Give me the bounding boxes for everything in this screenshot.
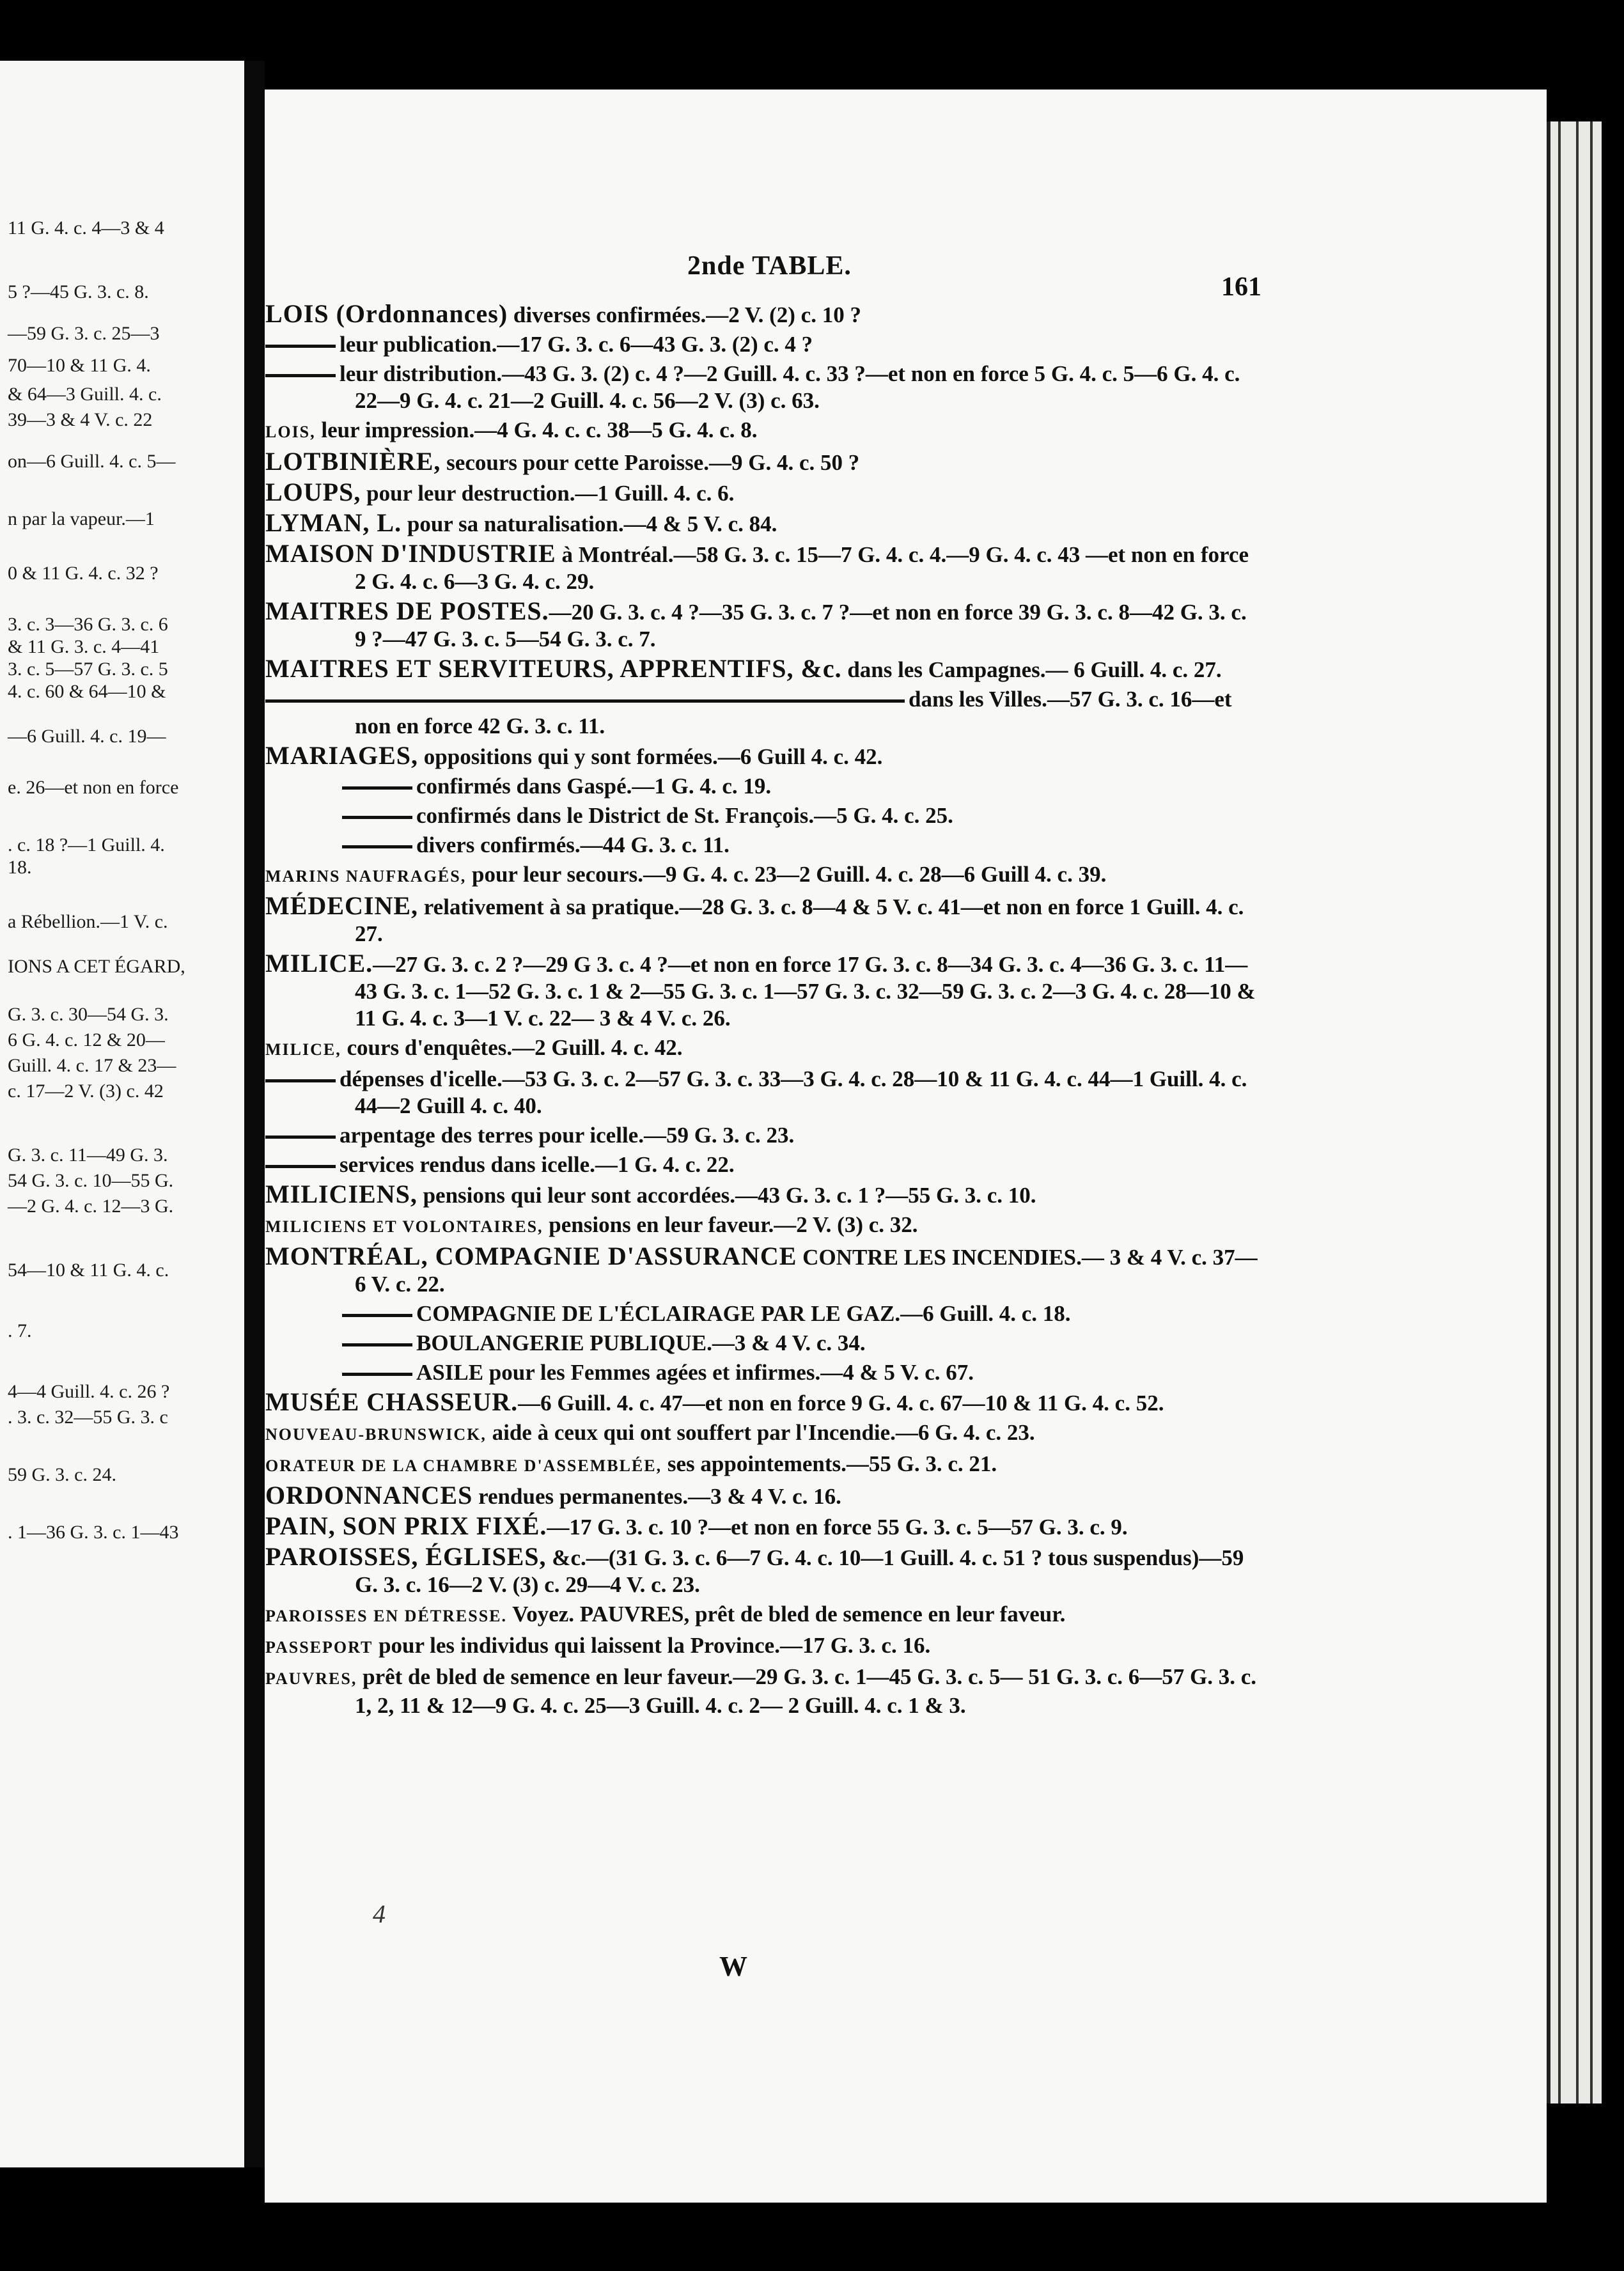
- handwritten-mark: 4: [373, 1900, 386, 1928]
- left-page-line: 4—4 Guill. 4. c. 26 ?: [8, 1381, 170, 1402]
- index-entry: [265, 1389, 1263, 1417]
- ditto-rule: [265, 1165, 336, 1168]
- ditto-rule: [265, 345, 336, 348]
- entry-text: BOULANGERIE PUBLIQUE.—3 & 4 V. c. 34.: [416, 1331, 866, 1355]
- left-page-line: . 3. c. 32—55 G. 3. c: [8, 1407, 168, 1428]
- entry-text: services rendus dans icelle.—1 G. 4. c. 22.: [340, 1152, 735, 1177]
- index-entry: [265, 1451, 1263, 1479]
- entry-headword: MARINS NAUFRAGÉS,: [265, 867, 467, 886]
- entry-text: ses appointements.—55 G. 3. c. 21.: [662, 1451, 997, 1476]
- entry-text: oppositions qui y sont formées.—6 Guill 4. c. 42.: [418, 744, 883, 769]
- left-page-line: 4. c. 60 & 64—10 &: [8, 681, 166, 702]
- entry-text: pour les individus qui laissent la Province.—17 G. 3. c. 16.: [373, 1633, 931, 1658]
- entry-text: divers confirmés.—44 G. 3. c. 11.: [416, 832, 730, 857]
- left-page-line: e. 26—et non en force: [8, 777, 179, 798]
- index-entry: [265, 1066, 1263, 1120]
- entry-text: cours d'enquêtes.—2 Guill. 4. c. 42.: [341, 1035, 683, 1060]
- ditto-rule: [265, 1079, 336, 1082]
- entry-headword: MAITRES DE POSTES.: [265, 597, 549, 625]
- left-page-line: —59 G. 3. c. 25—3: [8, 323, 160, 344]
- entry-text: —6 Guill. 4. c. 47—et non en force 9 G. 4. c. 67—10 & 11 G. 4. c. 52.: [518, 1391, 1164, 1416]
- entry-headword: MÉDECINE,: [265, 891, 419, 920]
- entry-text: confirmés dans le District de St. François.—5 G. 4. c. 25.: [416, 803, 953, 828]
- entry-text: confirmés dans Gaspé.—1 G. 4. c. 19.: [416, 774, 772, 799]
- entry-headword: MILICIENS ET VOLONTAIRES,: [265, 1217, 543, 1236]
- index-entry: [265, 1243, 1263, 1298]
- entry-headword: PAIN, SON PRIX FIXÉ.: [265, 1511, 547, 1540]
- entry-text: pour sa naturalisation.—4 & 5 V. c. 84.: [402, 511, 777, 536]
- ditto-rule: [342, 816, 412, 819]
- index-entry: [265, 773, 1263, 800]
- left-page-line: G. 3. c. 11—49 G. 3.: [8, 1144, 168, 1166]
- entry-headword: MILICIENS,: [265, 1180, 418, 1208]
- left-page-line: 18.: [8, 857, 32, 878]
- running-header: 2nde TABLE.: [687, 251, 852, 281]
- entry-headword: MAITRES ET SERVITEURS, APPRENTIFS, &c.: [265, 654, 842, 683]
- entry-headword: LYMAN, L.: [265, 508, 402, 537]
- index-entry: [265, 950, 1263, 1032]
- left-page-line: c. 17—2 V. (3) c. 42: [8, 1081, 164, 1102]
- index-entry: [265, 510, 1263, 538]
- left-page-line: —2 G. 4. c. 12—3 G.: [8, 1196, 174, 1217]
- entry-text: &c.—(31 G. 3. c. 6—7 G. 4. c. 10—1 Guill. 4. c. 51 ? tous suspendus)—59 G. 3. c. 16—2 V. (3) c. 29—4 V. c. 23.: [355, 1545, 1244, 1597]
- left-page-line: IONS A CET ÉGARD,: [8, 956, 185, 977]
- entry-headword: MUSÉE CHASSEUR.: [265, 1387, 519, 1416]
- left-page-line: 3. c. 3—36 G. 3. c. 6: [8, 614, 168, 635]
- ditto-rule: [342, 1314, 412, 1317]
- index-entry: [265, 1482, 1263, 1510]
- index-entry: [265, 1601, 1263, 1630]
- left-page-line: n par la vapeur.—1: [8, 508, 155, 529]
- ditto-rule: [342, 1373, 412, 1376]
- entry-text: ASILE pour les Femmes agées et infirmes.—4 & 5 V. c. 67.: [416, 1360, 974, 1385]
- index-entry: [265, 1122, 1263, 1149]
- index-entry: [265, 1513, 1263, 1541]
- entry-headword: NOUVEAU-BRUNSWICK,: [265, 1425, 487, 1444]
- index-entry: [265, 1419, 1263, 1448]
- index-entry: [265, 1543, 1263, 1598]
- entry-headword: LOIS,: [265, 423, 316, 441]
- left-page-line: . c. 18 ?—1 Guill. 4.: [8, 834, 165, 855]
- entry-text: rendues permanentes.—3 & 4 V. c. 16.: [472, 1484, 841, 1509]
- entry-text: secours pour cette Paroisse.—9 G. 4. c. 50 ?: [441, 450, 860, 475]
- entry-text: diverses confirmées.—2 V. (2) c. 10 ?: [508, 302, 861, 327]
- entry-text: dans les Villes.—57 G. 3. c. 16—et non en force 42 G. 3. c. 11.: [355, 687, 1232, 738]
- page-edge: [1547, 121, 1602, 2103]
- left-page-line: G. 3. c. 30—54 G. 3.: [8, 1004, 169, 1025]
- index-entry: [265, 1330, 1263, 1357]
- entry-headword: PASSEPORT: [265, 1638, 373, 1657]
- index-entry: [265, 448, 1263, 476]
- left-page-line: & 11 G. 3. c. 4—41: [8, 636, 160, 657]
- index-entry: [265, 300, 1263, 329]
- entry-headword: MILICE.: [265, 949, 373, 978]
- entry-headword: MILICE,: [265, 1040, 341, 1059]
- index-entry: [265, 361, 1263, 414]
- left-page-line: & 64—3 Guill. 4. c.: [8, 384, 162, 405]
- index-entry: [265, 686, 1263, 740]
- signature-mark: W: [719, 1951, 747, 1982]
- index-entry: [265, 598, 1263, 653]
- entry-headword: ORDONNANCES: [265, 1481, 473, 1510]
- left-page-line: 3. c. 5—57 G. 3. c. 5: [8, 659, 168, 680]
- index-entry: [265, 1632, 1263, 1661]
- index-entry: [265, 540, 1263, 595]
- entry-text: aide à ceux qui ont souffert par l'Incendie.—6 G. 4. c. 23.: [486, 1420, 1035, 1445]
- left-page-line: . 7.: [8, 1320, 32, 1341]
- entry-text: Voyez. PAUVRES, prêt de bled de semence en leur faveur.: [507, 1602, 1066, 1627]
- left-page-line: 6 G. 4. c. 12 & 20—: [8, 1029, 165, 1050]
- ditto-rule: [342, 1343, 412, 1346]
- left-page-line: 59 G. 3. c. 24.: [8, 1464, 116, 1485]
- page-number: 161: [1221, 272, 1261, 302]
- entry-text: leur publication.—17 G. 3. c. 6—43 G. 3. (2) c. 4 ?: [340, 332, 813, 357]
- index-entry: [265, 655, 1263, 683]
- index-entry: [265, 893, 1263, 948]
- index-entry: [265, 479, 1263, 507]
- entry-text: —20 G. 3. c. 4 ?—35 G. 3. c. 7 ?—et non en force 39 G. 3. c. 8—42 G. 3. c. 9 ?—47 G. 3. c. 5—54 G. 3. c. 7.: [355, 600, 1247, 652]
- entry-headword: MAISON D'INDUSTRIE: [265, 539, 556, 568]
- left-page-line: 54 G. 3. c. 10—55 G.: [8, 1170, 174, 1191]
- entry-headword: PAROISSES, ÉGLISES,: [265, 1542, 547, 1571]
- left-page-line: Guill. 4. c. 17 & 23—: [8, 1055, 176, 1076]
- index-entry: [265, 802, 1263, 829]
- index-entry: [265, 417, 1263, 446]
- entry-text: pensions qui leur sont accordées.—43 G. 3. c. 1 ?—55 G. 3. c. 10.: [417, 1183, 1036, 1208]
- index-entries: [265, 300, 1263, 1722]
- entry-text: pour leur destruction.—1 Guill. 4. c. 6.: [361, 481, 735, 506]
- index-entry: [265, 1212, 1263, 1240]
- entry-text: CONTRE LES INCENDIES.— 3 & 4 V. c. 37—6 V. c. 22.: [355, 1245, 1258, 1297]
- index-entry: [265, 861, 1263, 890]
- index-entry: [265, 331, 1263, 358]
- entry-text: à Montréal.—58 G. 3. c. 15—7 G. 4. c. 4.—9 G. 4. c. 43 —et non en force 2 G. 4. c. 6—3 G. 4. c. 29.: [355, 542, 1249, 594]
- entry-text: pensions en leur faveur.—2 V. (3) c. 32.: [543, 1212, 918, 1237]
- entry-headword: PAROISSES EN DÉTRESSE.: [265, 1607, 508, 1625]
- left-page-line: a Rébellion.—1 V. c.: [8, 911, 168, 932]
- left-page-line: 0 & 11 G. 4. c. 32 ?: [8, 563, 159, 584]
- entry-text: —27 G. 3. c. 2 ?—29 G 3. c. 4 ?—et non en force 17 G. 3. c. 8—34 G. 3. c. 4—36 G. 3. c. 11—43 G. 3. c. 1—52 G. 3. c. 1 & 2—55 G. 3. c. 1—57 G. 3. c. 32—59 G. 3. c. 2—3 G. 4. c. 28—10 & 11 G. 4. c. 3—1 V. c. 22— 3 & 4 V. c. 26.: [355, 952, 1256, 1031]
- entry-text: dépenses d'icelle.—53 G. 3. c. 2—57 G. 3. c. 33—3 G. 4. c. 28—10 & 11 G. 4. c. 44—1 Guill. 4. c. 44—2 Guill 4. c. 40.: [340, 1066, 1247, 1118]
- index-entry: [265, 1034, 1263, 1063]
- previous-page-fragment: [0, 61, 244, 2167]
- entry-text: pour leur secours.—9 G. 4. c. 23—2 Guill. 4. c. 28—6 Guill 4. c. 39.: [466, 862, 1107, 887]
- entry-text: arpentage des terres pour icelle.—59 G. 3. c. 23.: [340, 1123, 795, 1148]
- left-page-line: 5 ?—45 G. 3. c. 8.: [8, 281, 149, 302]
- entry-headword: ORATEUR DE LA CHAMBRE D'ASSEMBLÉE,: [265, 1456, 662, 1475]
- entry-text: —17 G. 3. c. 10 ?—et non en force 55 G. 3. c. 5—57 G. 3. c. 9.: [547, 1515, 1128, 1540]
- index-entry: [265, 1181, 1263, 1209]
- index-entry: [265, 742, 1263, 770]
- left-page-line: on—6 Guill. 4. c. 5—: [8, 451, 176, 472]
- entry-text: leur distribution.—43 G. 3. (2) c. 4 ?—2 Guill. 4. c. 33 ?—et non en force 5 G. 4. c. 5—6 G. 4. c. 22—9 G. 4. c. 21—2 Guill. 4. c. 56—2 V. (3) c. 63.: [340, 361, 1240, 413]
- left-page-line: 54—10 & 11 G. 4. c.: [8, 1260, 169, 1281]
- entry-headword: LOIS (Ordonnances): [265, 299, 508, 328]
- entry-text: dans les Campagnes.— 6 Guill. 4. c. 27.: [841, 657, 1222, 682]
- entry-text: COMPAGNIE DE L'ÉCLAIRAGE PAR LE GAZ.—6 Guill. 4. c. 18.: [416, 1301, 1071, 1326]
- index-entry: [265, 1359, 1263, 1386]
- entry-text: leur impression.—4 G. 4. c. c. 38—5 G. 4. c. 8.: [315, 418, 758, 442]
- ditto-rule: [265, 1136, 336, 1139]
- left-page-line: 39—3 & 4 V. c. 22: [8, 409, 153, 430]
- entry-headword: LOTBINIÈRE,: [265, 447, 441, 476]
- index-entry: [265, 1664, 1263, 1719]
- ditto-rule: [342, 786, 412, 790]
- left-page-line: 70—10 & 11 G. 4.: [8, 355, 151, 376]
- ditto-rule: [265, 374, 336, 377]
- entry-headword: MONTRÉAL, COMPAGNIE D'ASSURANCE: [265, 1242, 797, 1270]
- ditto-rule: [265, 699, 905, 703]
- left-page-line: 11 G. 4. c. 4—3 & 4: [8, 217, 164, 238]
- entry-headword: MARIAGES,: [265, 741, 419, 770]
- left-page-line: —6 Guill. 4. c. 19—: [8, 726, 166, 747]
- entry-headword: LOUPS,: [265, 478, 361, 506]
- entry-text: relativement à sa pratique.—28 G. 3. c. 8—4 & 5 V. c. 41—et non en force 1 Guill. 4. c. 27.: [355, 894, 1244, 946]
- ditto-rule: [342, 845, 412, 848]
- entry-headword: PAUVRES,: [265, 1669, 357, 1688]
- entry-text: prêt de bled de semence en leur faveur.—29 G. 3. c. 1—45 G. 3. c. 5— 51 G. 3. c. 6—57 G. 3. c. 1, 2, 11 & 12—9 G. 4. c. 25—3 Guill. 4. c. 2— 2 Guill. 4. c. 1 & 3.: [355, 1664, 1257, 1718]
- index-entry: [265, 1300, 1263, 1327]
- index-entry: [265, 832, 1263, 859]
- book-gutter: [244, 61, 265, 2167]
- index-entry: [265, 1151, 1263, 1178]
- left-page-line: . 1—36 G. 3. c. 1—43: [8, 1522, 179, 1543]
